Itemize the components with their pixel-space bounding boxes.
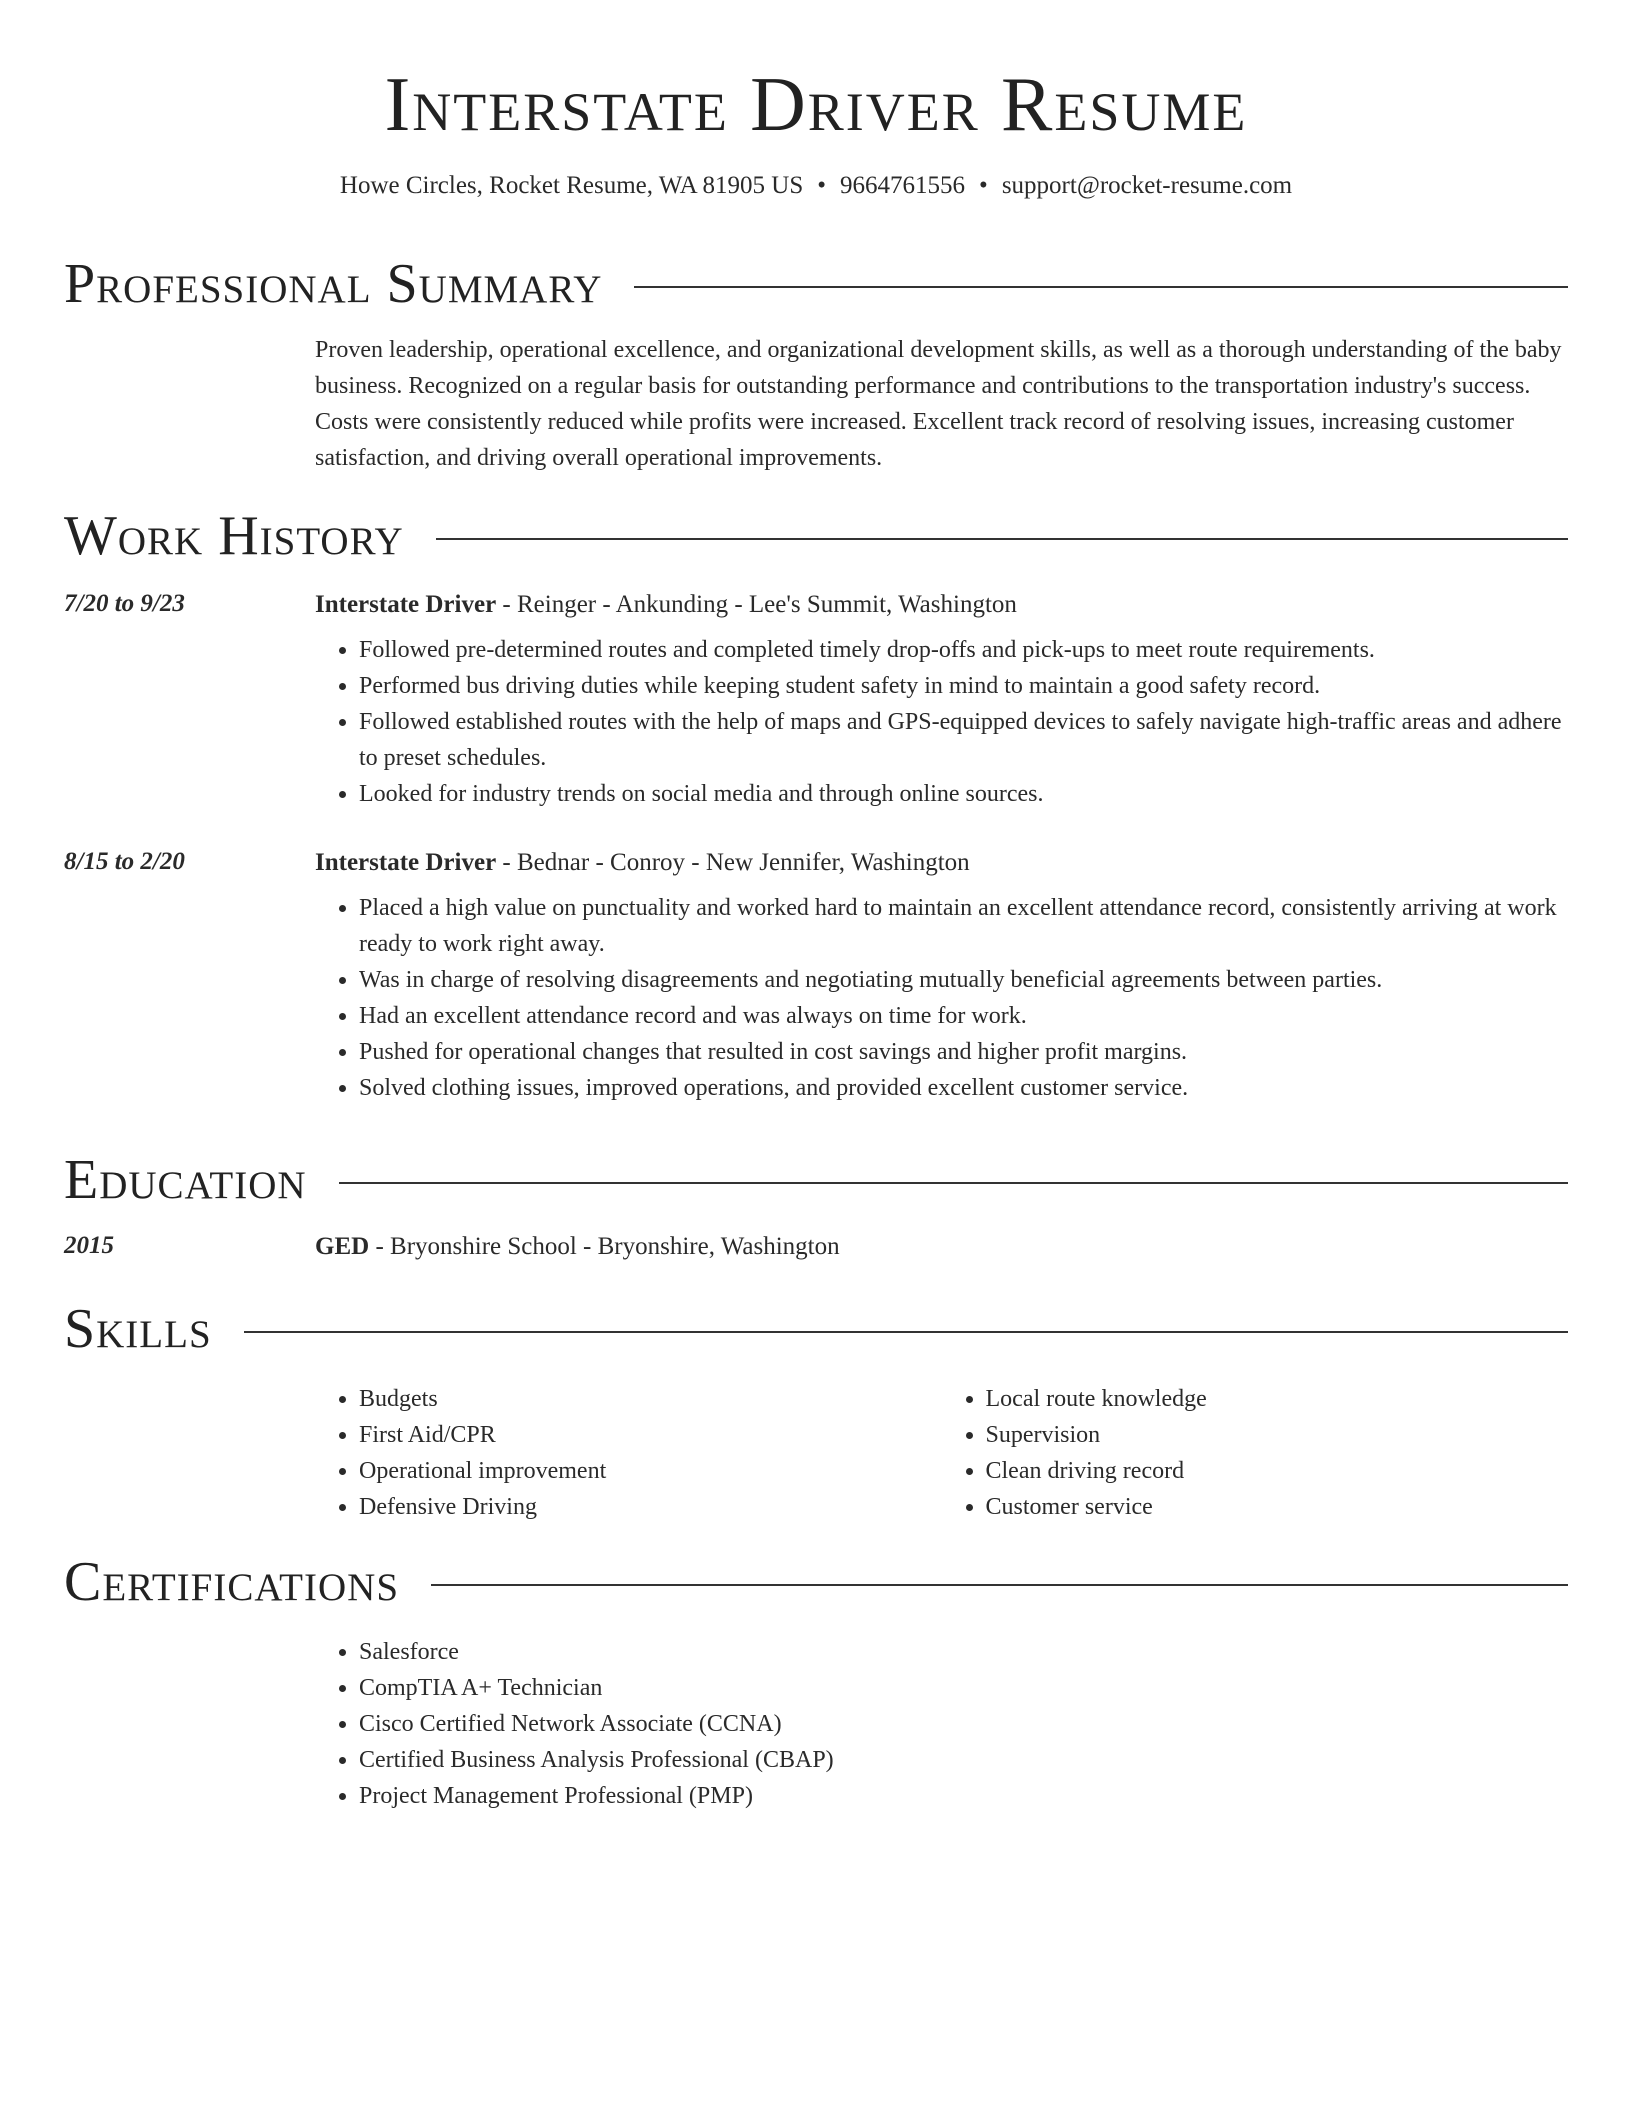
- job-dates: 7/20 to 9/23: [64, 590, 185, 617]
- list-item: • Followed established routes with the help of maps and GPS-equipped devices to safely navigate high-traffic areas and adhere to preset schedules.: [359, 704, 1568, 776]
- list-item: • Operational improvement: [359, 1453, 942, 1489]
- certifications-header: [64, 1552, 1568, 1612]
- contact-email: support@rocket-resume.com: [1001, 172, 1293, 199]
- job-entry: [64, 590, 1568, 812]
- education-entry: [64, 1232, 1568, 1262]
- section-heading: Skills: [64, 1298, 212, 1360]
- skills-section: [64, 1299, 1568, 1525]
- list-item: • Defensive Driving: [359, 1489, 942, 1525]
- contact-line: [0, 172, 1632, 200]
- certifications-section: [64, 1552, 1568, 1814]
- section-heading: Education: [64, 1149, 307, 1211]
- list-item: • Solved clothing issues, improved operations, and provided excellent customer service.: [359, 1070, 1568, 1106]
- skills-list-right: [942, 1381, 1569, 1525]
- list-item: • Budgets: [359, 1381, 942, 1417]
- work-history-section: [64, 506, 1568, 1106]
- work-history-header: [64, 506, 1568, 566]
- list-item: • CompTIA A+ Technician: [359, 1670, 1568, 1706]
- list-item: • Customer service: [986, 1489, 1569, 1525]
- list-item: • Had an excellent attendance record and was always on time for work.: [359, 998, 1568, 1034]
- section-heading: Professional Summary: [64, 253, 603, 315]
- job-title: Interstate Driver: [315, 591, 497, 618]
- certifications-list: [315, 1634, 1568, 1814]
- job-heading: [315, 590, 1568, 620]
- job-heading: [315, 848, 1568, 878]
- section-heading: Certifications: [64, 1551, 400, 1613]
- job-title: Interstate Driver: [315, 849, 497, 876]
- section-divider: [436, 538, 1568, 540]
- list-item: • Placed a high value on punctuality and worked hard to maintain an excellent attendance record, consistently arriving at work ready to work right away.: [359, 890, 1568, 962]
- list-item: • Clean driving record: [986, 1453, 1569, 1489]
- resume-title: Interstate Driver Resume: [384, 61, 1248, 147]
- summary-section: [64, 254, 1568, 476]
- contact-address: Howe Circles, Rocket Resume, WA 81905 US: [339, 172, 804, 199]
- skills-list-left: [315, 1381, 942, 1525]
- job-entry: [64, 848, 1568, 1106]
- education-header: [64, 1150, 1568, 1210]
- summary-header: [64, 254, 1568, 314]
- list-item: • Looked for industry trends on social media and through online sources.: [359, 776, 1568, 812]
- list-item: • Followed pre-determined routes and completed timely drop-offs and pick-ups to meet route requirements.: [359, 632, 1568, 668]
- job-employer: - Reinger - Ankunding - Lee's Summit, Washington: [496, 591, 1017, 618]
- summary-text: Proven leadership, operational excellence, and organizational development skills, as well as a thorough understanding of the baby business. Recognized on a regular basis for outstanding performance and contributions to the transportation industry's success. Costs were consistently reduced while profits were increased. Excellent track record of resolving issues, increasing customer satisfaction, and driving overall operational improvements.: [315, 337, 1562, 471]
- contact-separator: •: [817, 172, 827, 199]
- list-item: • Was in charge of resolving disagreements and negotiating mutually beneficial agreements between parties.: [359, 962, 1568, 998]
- list-item: • Local route knowledge: [986, 1381, 1569, 1417]
- list-item: • Pushed for operational changes that resulted in cost savings and higher profit margins.: [359, 1034, 1568, 1070]
- job-employer: - Bednar - Conroy - New Jennifer, Washington: [496, 849, 970, 876]
- list-item: • Supervision: [986, 1417, 1569, 1453]
- section-heading: Work History: [64, 505, 404, 567]
- list-item: • First Aid/CPR: [359, 1417, 942, 1453]
- list-item: • Cisco Certified Network Associate (CCNA): [359, 1706, 1568, 1742]
- job-duties: [315, 890, 1568, 1106]
- education-year: 2015: [64, 1232, 114, 1259]
- education-school: - Bryonshire School - Bryonshire, Washington: [369, 1233, 840, 1260]
- skills-header: [64, 1299, 1568, 1359]
- education-degree: GED: [315, 1233, 370, 1260]
- section-divider: [339, 1182, 1568, 1184]
- list-item: • Performed bus driving duties while keeping student safety in mind to maintain a good safety record.: [359, 668, 1568, 704]
- skills-grid: [315, 1381, 1568, 1525]
- section-divider: [431, 1584, 1568, 1586]
- job-dates: 8/15 to 2/20: [64, 848, 185, 875]
- list-item: • Certified Business Analysis Professional (CBAP): [359, 1742, 1568, 1778]
- education-section: [64, 1150, 1568, 1262]
- contact-separator: •: [979, 172, 988, 199]
- list-item: • Salesforce: [359, 1634, 1568, 1670]
- job-duties: [315, 632, 1568, 812]
- contact-phone: 9664761556: [840, 172, 966, 199]
- section-divider: [634, 286, 1568, 288]
- list-item: • Project Management Professional (PMP): [359, 1778, 1568, 1814]
- section-divider: [244, 1331, 1568, 1333]
